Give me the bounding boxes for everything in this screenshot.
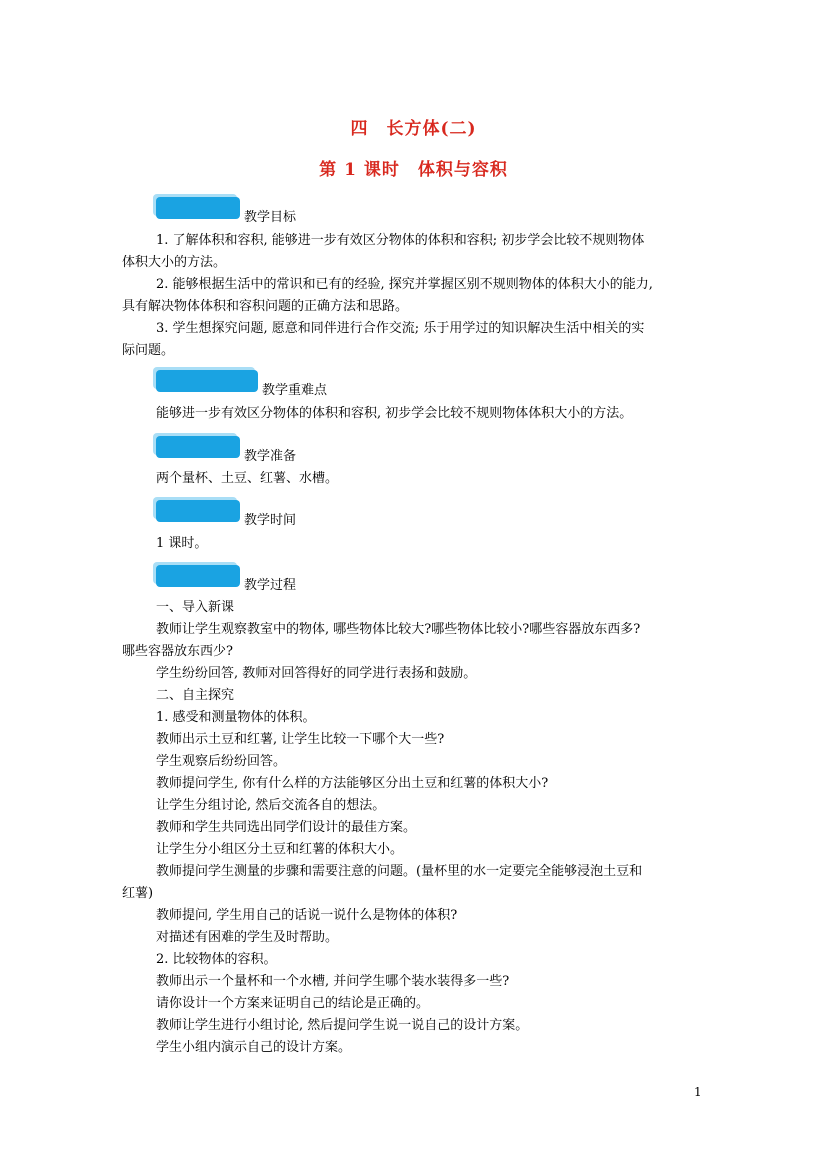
process-line: 对描述有困难的学生及时帮助。: [156, 930, 339, 945]
section-label: 教学重难点: [262, 383, 328, 398]
process-line: 学生小组内演示自己的设计方案。: [156, 1040, 352, 1055]
process-line: 一、导入新课: [156, 600, 235, 615]
section-badge: [156, 436, 240, 458]
process-line: 教师让学生进行小组讨论, 然后提问学生说一说自己的设计方案。: [156, 1018, 529, 1033]
section-label: 教学过程: [244, 578, 297, 593]
section-label: 教学准备: [244, 449, 297, 464]
process-line: 教师出示土豆和红薯, 让学生比较一下哪个大一些?: [156, 732, 445, 747]
section-badge: [156, 500, 240, 522]
goal-line: 1. 了解体积和容积, 能够进一步有效区分物体的体积和容积; 初步学会比较不规则物体: [156, 233, 645, 248]
process-line: 二、自主探究: [156, 688, 235, 703]
section-badge: [156, 565, 240, 587]
goal-line: 具有解决物体体积和容积问题的正确方法和思路。: [122, 299, 409, 314]
process-line: 让学生分小组区分土豆和红薯的体积大小。: [156, 842, 404, 857]
process-line: 学生观察后纷纷回答。: [156, 754, 287, 769]
lesson-title: 第 1 课时 体积与容积: [319, 160, 508, 180]
time-text: 1 课时。: [156, 536, 208, 551]
process-line: 哪些容器放东西少?: [122, 644, 233, 659]
goal-line: 3. 学生想探究问题, 愿意和同伴进行合作交流; 乐于用学过的知识解决生活中相关的实: [156, 321, 645, 336]
section-label: 教学时间: [244, 513, 297, 528]
key-points-text: 能够进一步有效区分物体的体积和容积, 初步学会比较不规则物体体积大小的方法。: [156, 406, 633, 421]
goal-line: 际问题。: [122, 343, 175, 358]
process-line: 教师提问学生, 你有什么样的方法能够区分出土豆和红薯的体积大小?: [156, 776, 549, 791]
process-line: 教师提问, 学生用自己的话说一说什么是物体的体积?: [156, 908, 458, 923]
process-line: 2. 比较物体的容积。: [156, 952, 277, 967]
section-badge: [156, 197, 240, 219]
process-line: 教师提问学生测量的步骤和需要注意的问题。(量杯里的水一定要完全能够浸泡土豆和: [156, 864, 643, 879]
chapter-title: 四 长方体(二): [350, 119, 477, 139]
process-line: 教师出示一个量杯和一个水槽, 并问学生哪个装水装得多一些?: [156, 974, 510, 989]
process-line: 学生纷纷回答, 教师对回答得好的同学进行表扬和鼓励。: [156, 666, 477, 681]
page-number: 1: [694, 1085, 702, 1099]
preparation-text: 两个量杯、土豆、红薯、水槽。: [156, 471, 339, 486]
process-line: 1. 感受和测量物体的体积。: [156, 710, 316, 725]
process-line: 红薯): [122, 886, 154, 901]
section-label: 教学目标: [244, 210, 297, 225]
process-line: 请你设计一个方案来证明自己的结论是正确的。: [156, 996, 430, 1011]
goal-line: 2. 能够根据生活中的常识和已有的经验, 探究并掌握区别不规则物体的体积大小的能力,: [156, 277, 653, 292]
goal-line: 体积大小的方法。: [122, 255, 227, 270]
process-line: 让学生分组讨论, 然后交流各自的想法。: [156, 798, 386, 813]
process-line: 教师让学生观察教室中的物体, 哪些物体比较大?哪些物体比较小?哪些容器放东西多?: [156, 622, 641, 637]
process-line: 教师和学生共同选出同学们设计的最佳方案。: [156, 820, 417, 835]
section-badge: [156, 370, 258, 392]
